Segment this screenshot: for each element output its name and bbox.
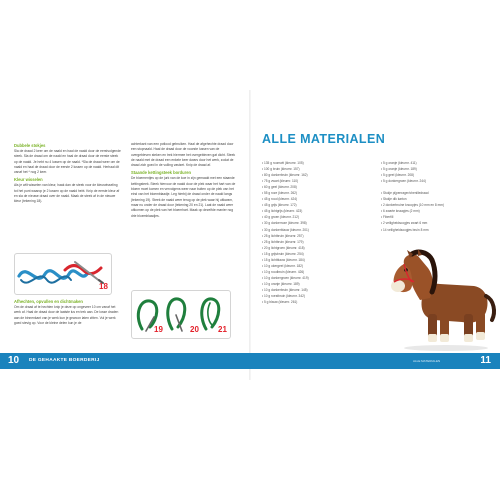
left-column-2 (131, 142, 237, 221)
body-kettingsteek: De bloementjes op de jurk van de koe in zijn gemaakt met een staande kettingsteek. Steek hiervoor de naald door de plek waar het hart van de bloem moet komen en vervolgens weer naar buiten op de plek van het eind van het bloemblaadje. Leg hierbij de draad onder de naald langs (tekening 19). Steek de naald weer terug op de plek waar hij uitkwam, maar nu onder de draad door (tekening 20 en 21). Laat de naald weer uitkomen op de plek van het bloemhart. Maak op dezelfde manier nog drie bloemblaadjes. (131, 176, 236, 218)
gutter-shadow (249, 90, 251, 380)
material-item: • Stukje dik karton (381, 197, 407, 202)
figure-number-21: 21 (218, 325, 227, 334)
body-afhechten-cont: achterkant van een potlood gebruiken. Haal de afgehechte draad door een stopnaald. Haal de draad door de voorste lussen van de overgebleven steken en trek hiermee het overgebleven gat dicht. Steek de naald met de draad een enkele keer dwars door het werk, zodat de draad zich goed in de vulling vastzet. Knip de draad af. (131, 142, 236, 168)
material-item: • 30 g donkerblauw (kleurnr. 201) (262, 227, 309, 232)
materials-list-1 (262, 160, 372, 305)
figures-19-21 (131, 290, 231, 339)
left-column-1-lower (14, 298, 122, 328)
material-item: • 5 g oranje (kleurnr. 189) (381, 167, 417, 172)
material-item: • 75 g zwart (kleurnr. 110) (262, 179, 299, 184)
body-dubbele-stokjes: Sla de draad 2 keer om de naald en haal de naald door de eerstvolgende steek. Sla de draad om de naald en haal de draad door de eerste steek op de naald. Je hebt nu 4 lussen op de naald. *Sla de draad weer om de naald en haal de draad door de eerste 2 lussen op de naald. Herhaal dit vanaf het * nog 2 keer. (14, 149, 121, 175)
material-item: • 6 zwarte knaapjes (2 mm) (381, 209, 420, 214)
material-item: • 14 veiligheidsoogjes bruin 8 mm (381, 227, 429, 232)
material-item: • 25 g lichtbruin (kleurnr. 179) (262, 239, 304, 244)
page-number-right: 11 (480, 355, 491, 366)
materials-title: ALLE MATERIALEN (262, 132, 386, 146)
material-item: • 10 g roestbruin (kleurnr. 342) (262, 294, 305, 299)
material-item: • Fiberfill (381, 215, 394, 220)
figure-number-18: 18 (99, 282, 108, 291)
heading-dubbele-stokjes: Dubbele stokjes (14, 143, 46, 148)
material-item: • 135 g roomwit (kleurnr. 105) (262, 161, 304, 165)
left-column-1 (14, 142, 122, 207)
material-item: • 45 g lichtgrijs (kleurnr. 423) (262, 209, 303, 214)
material-item: • 10 g donkerbruin (kleurnr. 145) (262, 287, 308, 292)
material-item: • 15 g lichtblauw (kleurnr. 184) (262, 257, 305, 262)
heading-kleur-wisselen: Kleur wisselen (14, 177, 43, 183)
material-item: • 40 g groen (kleurnr. 212) (262, 215, 299, 220)
material-item: • 20 g lichtgroen (kleurnr. 418) (262, 245, 305, 250)
chain-stitch-illustration (132, 291, 230, 338)
material-item: • 80 g donkerbruin (kleurnr. 162) (262, 173, 308, 178)
figure-number-20: 20 (190, 325, 199, 334)
material-item: • Stukje pijpenrager/chenilledraad (381, 191, 429, 196)
material-item: • 5 g blauw (kleurnr. 261) (262, 300, 298, 305)
material-item: • 5 g geel (kleurnr. 208) (381, 173, 415, 178)
material-item: • 15 g grijsbruin (kleurnr. 254) (262, 251, 304, 256)
horse-toy-image (382, 248, 498, 352)
page-number-left: 10 (8, 355, 20, 366)
heading-afhechten: Afhechten, opvullen en dichtmaken (14, 299, 83, 304)
figure-18 (14, 253, 112, 295)
material-item: • 55 g roze (kleurnr. 262) (262, 191, 297, 196)
material-item: • 25 g lichtbruin (kleurnr. 257) (262, 233, 304, 238)
material-item: • 2 veiligheidsoogjes zwart 6 mm (381, 221, 428, 226)
crochet-illustration-18 (15, 254, 111, 294)
material-item: • 45 g grijs (kleurnr. 172) (262, 203, 297, 208)
material-item: • 10 g donkergroen (kleurnr. 419) (262, 275, 309, 280)
material-item: • 2 donkerbruine knoopjes (10 mm en 8 mm) (381, 203, 444, 208)
material-item: • 5 g oranje (kleurnr. 411) (381, 161, 417, 165)
material-item: • 45 g rood (kleurnr. 424) (262, 197, 298, 202)
material-item: • 30 g donkerroze (kleurnr. 398) (262, 221, 307, 226)
material-item: • 10 g roodbruin (kleurnr. 426) (262, 269, 305, 274)
chapter-label-right: ALLE MATERIALEN (413, 359, 441, 363)
figure-number-19: 19 (154, 325, 163, 334)
material-item: • 10 g okergeel (kleurnr. 182) (262, 263, 303, 268)
material-item: • 100 g bruin (kleurnr. 157) (262, 167, 300, 172)
heading-kettingsteek: Staande kettingsteek borduren (131, 170, 192, 176)
chapter-title: DE GEHAAKTE BOERDERIJ (29, 358, 100, 363)
material-item: • 5 g donkergroen (kleurnr. 244) (381, 179, 426, 184)
body-kleur-wisselen: Als je wilt wisselen van kleur, haak dan de steek voor de kleurwisseling tot het punt waarop je 2 lussen op de naald hebt. Knip de eerste kleur af en sla de nieuwe draad over de naald. Maak de steek af in de nieuwe kleur (tekening 18). (14, 183, 120, 204)
body-afhechten: Om de draad af te hechten knip je deze op ongeveer 10 cm vanaf het werk af. Haal de draad door de laatste lus en trek aan. De losse draden aan de binnenkant van je werk kun je gewoon laten zitten. Vul je werk goed stevig op. Voor de kleine delen kun je de (14, 305, 119, 325)
material-item: • 60 g geel (kleurnr. 208) (262, 185, 297, 190)
materials-list-2 (381, 160, 491, 233)
material-item: • 10 g oranje (kleurnr. 189) (262, 281, 300, 286)
